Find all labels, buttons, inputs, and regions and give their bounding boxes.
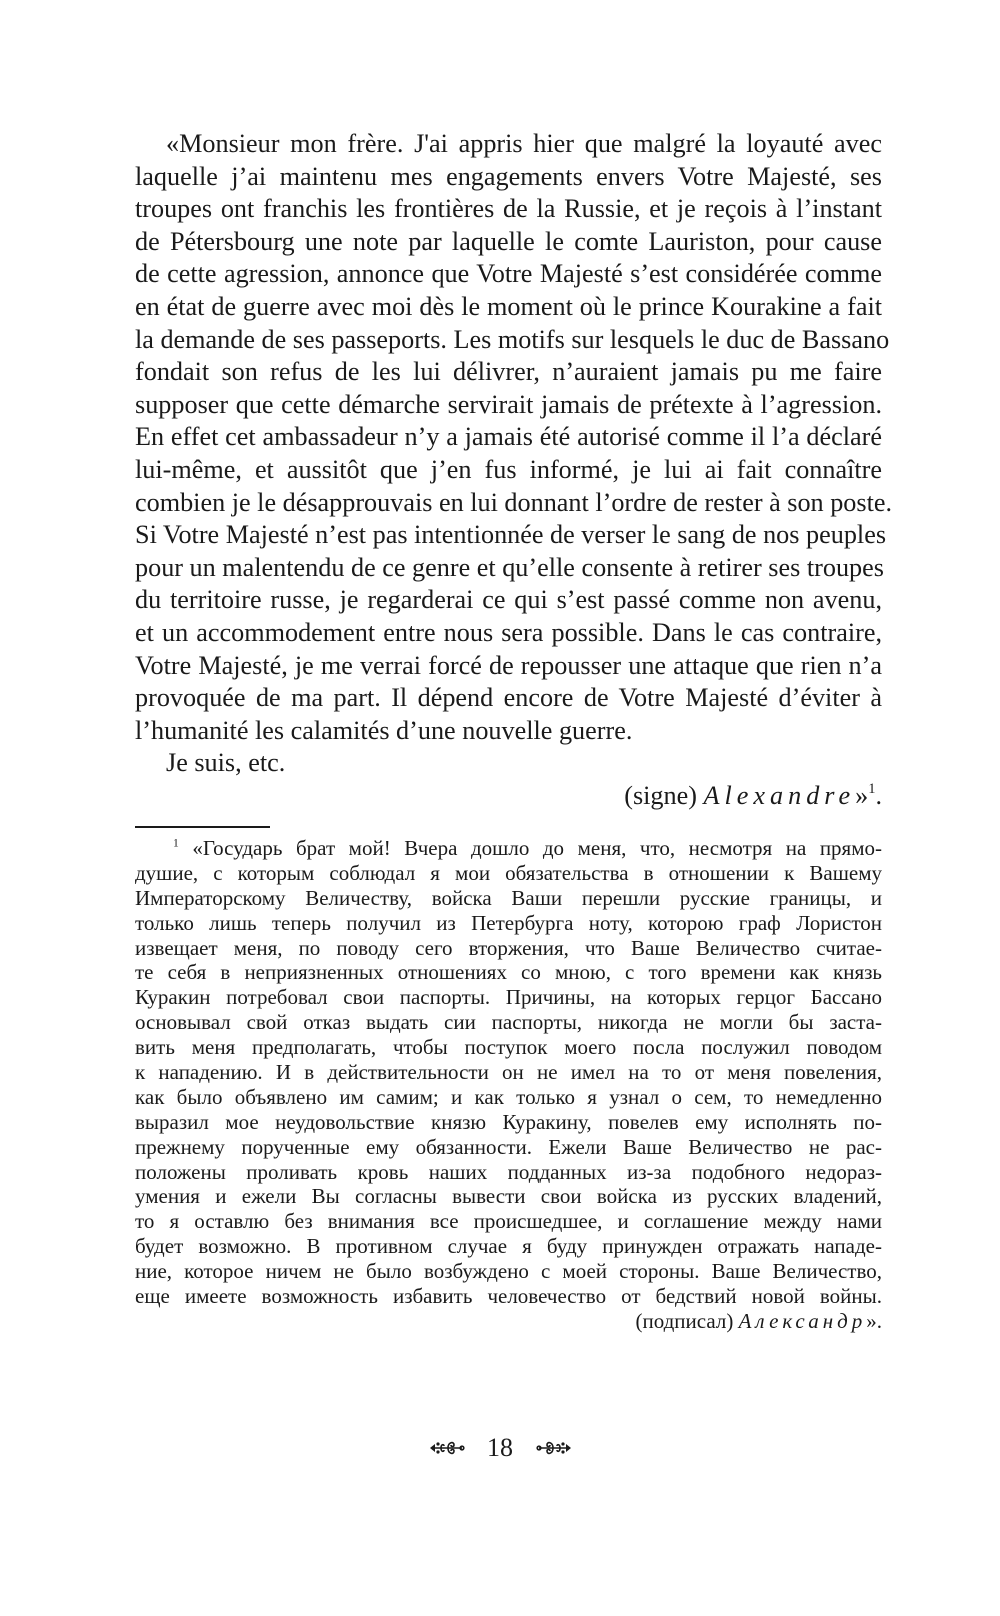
text-line: du territoire russe, je regarderai ce qui s’est passé comme non avenu, xyxy=(135,585,882,615)
signature-prefix: (signe) xyxy=(624,780,704,810)
footnote-line: выразил мое неудовольствие князю Куракину, повелев ему исполнять по- xyxy=(135,1109,882,1134)
signature-suffix: ». xyxy=(866,1308,882,1333)
footnote-line: прежнему порученные ему обязанности. Ежели Ваше Величество не рас- xyxy=(135,1134,882,1159)
signature-period: . xyxy=(875,780,882,810)
footnote xyxy=(135,836,882,1334)
footnote-line: душие, с которым соблюдал я мои обязательства в отношении к Вашему xyxy=(135,860,882,885)
footnote-line: те себя в неприязненных отношениях со мною, с того времени как князь xyxy=(135,960,882,985)
signature-quote: » xyxy=(855,780,869,810)
text-line: En effet cet ambassadeur n’y a jamais été autorisé comme il l’a déclaré xyxy=(135,422,882,452)
text-line: «Monsieur mon frère. J'ai appris hier que malgré la loyauté avec xyxy=(166,129,882,158)
footnote-line: Императорскому Величеству, войска Ваши перешли русские границы, и xyxy=(135,885,882,910)
letter-signature xyxy=(135,780,882,813)
text-line: de cette agression, annonce que Votre Majesté s’est considérée comme xyxy=(135,259,882,289)
footnote-line: к нападению. И в действительности он не имел на то от меня повеления, xyxy=(135,1060,882,1085)
text-line: troupes ont franchis les frontières de la Russie, et je reçois à l’instant xyxy=(135,194,882,224)
footnote-line: ние, которое ничем не было возбуждено с моей стороны. Ваше Величество, xyxy=(135,1259,882,1284)
text-line: Si Votre Majesté n’est pas intentionnée de verser le sang de nos peuples xyxy=(135,520,887,550)
text-line: combien je le désapprouvais en lui donnant l’ordre de rester à son poste. xyxy=(135,487,893,517)
footnote-line: положены проливать кровь наших подданных из-за подобного недораз- xyxy=(135,1159,882,1184)
signature-prefix: (подписал) xyxy=(635,1308,739,1333)
letter-body xyxy=(135,128,893,812)
footnote-marker: 1 xyxy=(173,837,179,850)
footnote-line: Куракин потребовал свои паспорты. Причины, на которых герцог Бассано xyxy=(135,985,882,1010)
text-line: lui-même, et aussitôt que j’en fus informé, je lui ai fait connaître xyxy=(135,454,882,484)
footnote-line: только лишь теперь получил из Петербурга ноту, которою граф Лористон xyxy=(135,910,882,935)
page-folio xyxy=(0,1430,1000,1464)
footnote-separator xyxy=(135,826,270,828)
letter-closing: Je suis, etc. xyxy=(166,748,286,778)
footnote-line: будет возможно. В противном случае я буду принужден отражать нападе- xyxy=(135,1234,882,1259)
text-line: provoquée de ma part. Il dépend encore de Votre Majesté d’éviter à xyxy=(135,683,882,713)
fleuron-right-icon xyxy=(534,1437,572,1459)
text-line: Votre Majesté, je me verrai forcé de repousser une attaque que rien n’a xyxy=(135,650,882,680)
footnote-line: вить меня предполагать, чтобы поступок моего посла послужил поводом xyxy=(135,1035,882,1060)
footnote-reference[interactable]: 1 xyxy=(868,781,876,798)
fleuron-left-icon xyxy=(429,1437,467,1459)
footnote-line: как было объявлено им самим; и как только я узнал о сем, то немедленно xyxy=(135,1084,882,1109)
text-line: fondait son refus de les lui délivrer, n’auraient jamais pu me faire xyxy=(135,357,882,387)
text-line: la demande de ses passeports. Les motifs sur lesquels le duc de Bassano xyxy=(135,324,890,354)
footnote-line: умения и ежели Вы согласны вывести свои войска из русских владений, xyxy=(135,1184,882,1209)
signature-name: Alexandre xyxy=(703,780,856,810)
text-line: l’humanité les calamités d’une nouvelle guerre. xyxy=(135,715,633,745)
footnote-line: еще имеете возможность избавить человечество от бедствий новой войны. xyxy=(135,1284,882,1309)
footnote-line: основывал свой отказ выдать сии паспорты, никогда не могли бы заста- xyxy=(135,1010,882,1035)
footnote-line: извещает меня, по поводу сего вторжения, что Ваше Величество считае- xyxy=(135,935,882,960)
footnote-line: $^1$ «Государь брат мой! Вчера дошло до меня, что, несмотря на прямо- xyxy=(173,836,882,860)
footnote-line: то я оставлю без внимания все происшедшее, и соглашение между нами xyxy=(135,1209,882,1234)
text-line: de Pétersbourg une note par laquelle le comte Lauriston, pour cause xyxy=(135,226,882,256)
footnote-signature xyxy=(135,1309,882,1334)
page-number: 18 xyxy=(487,1433,513,1463)
text-line: pour un malentendu de ce genre et qu’elle consente à retirer ses troupes xyxy=(135,552,884,582)
text-line: laquelle j’ai maintenu mes engagements envers Votre Majesté, ses xyxy=(135,161,882,191)
text-line: en état de guerre avec moi dès le moment où le prince Kourakine a fait xyxy=(135,291,882,321)
text-line: et un accommodement entre nous sera possible. Dans le cas contraire, xyxy=(135,617,882,647)
text-line: supposer que cette démarche servirait jamais de prétexte à l’agression. xyxy=(135,389,882,419)
signature-name: Александр xyxy=(738,1308,867,1333)
